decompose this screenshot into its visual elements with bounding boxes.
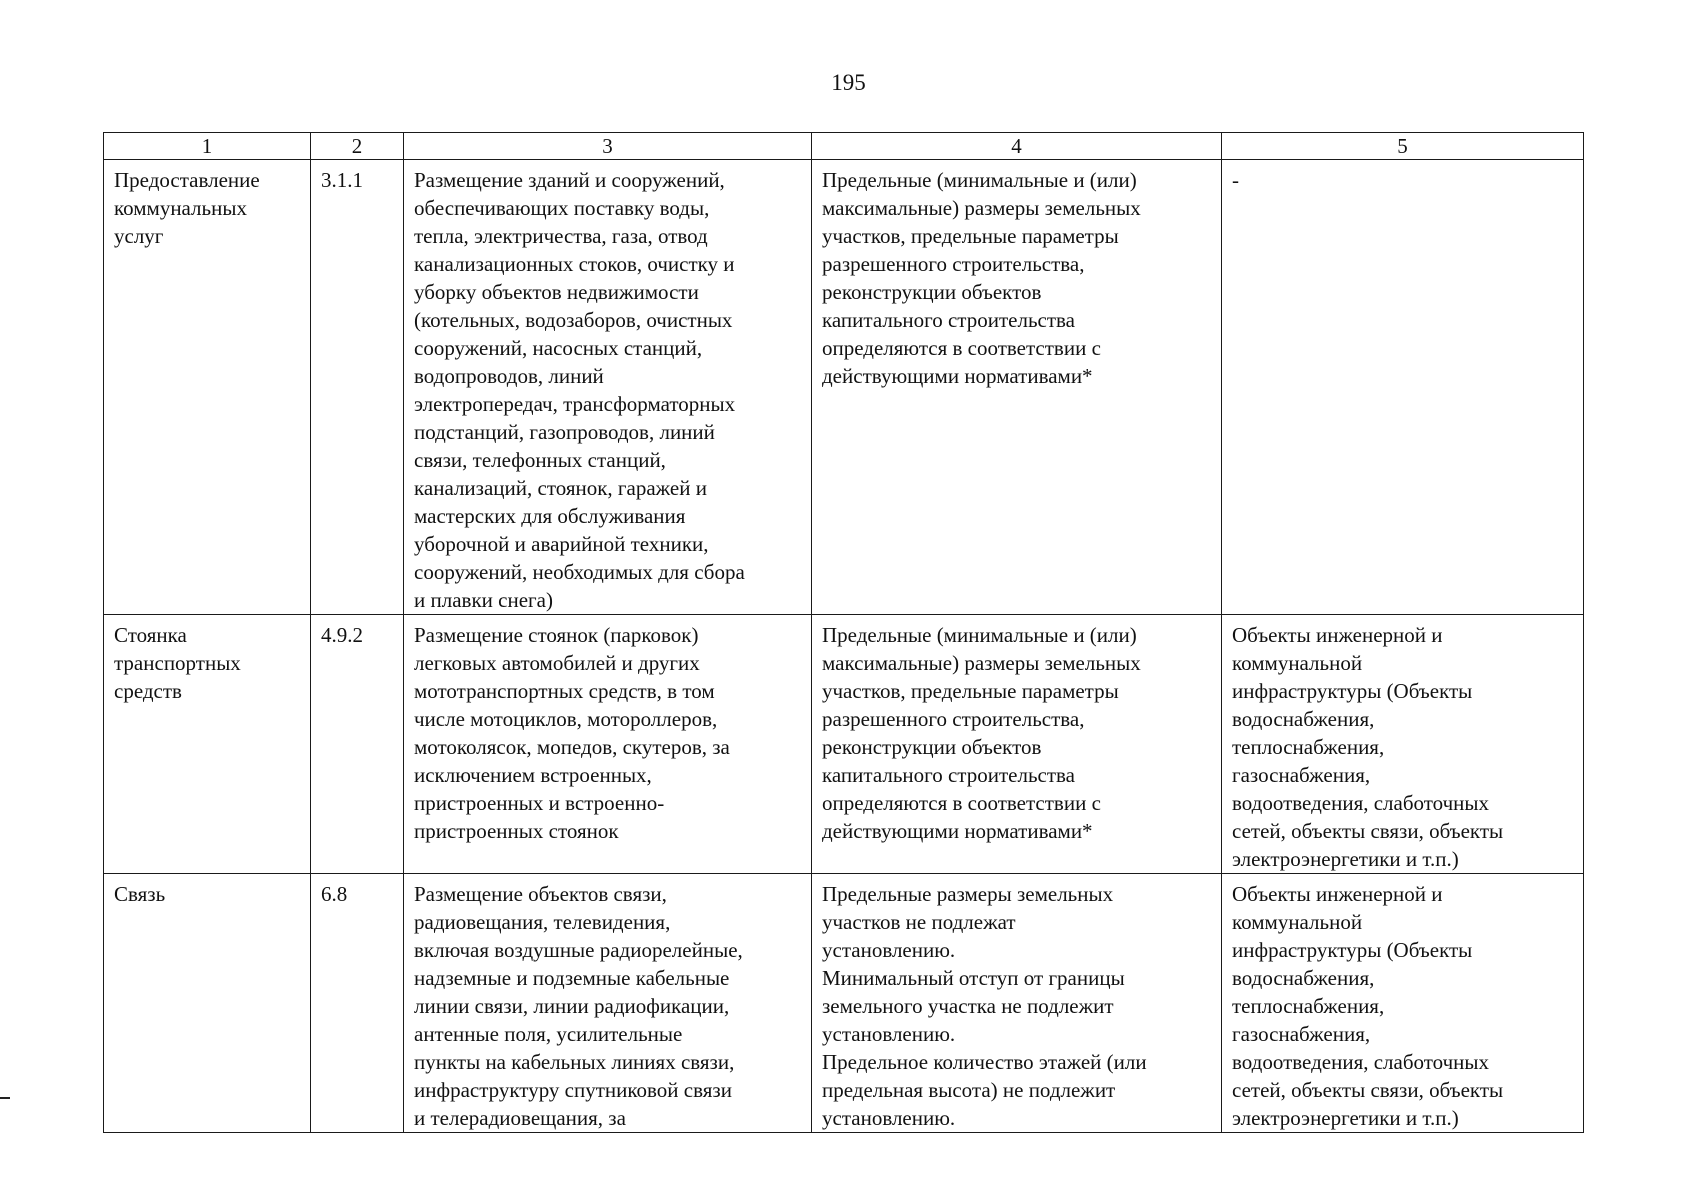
- use-type-code: 3.1.1: [321, 168, 363, 192]
- parameters-cell: [812, 615, 1222, 874]
- parameters-text: Предельные размеры земельных участков не подлежат установлению. Минимальный отступ от границы земельного участка не подлежит установлению. Предельное количество этажей (или предельная высота) не подлежит установлению.: [822, 882, 1147, 1130]
- margin-mark: [0, 1097, 10, 1099]
- use-type-name: Связь: [114, 882, 166, 906]
- parameters-cell: [812, 874, 1222, 1133]
- regulations-table: [103, 132, 1584, 1133]
- use-type-code-cell: [311, 615, 404, 874]
- column-header-3: 3: [404, 133, 812, 160]
- use-type-code: 4.9.2: [321, 623, 363, 647]
- use-type-description-cell: [404, 160, 812, 615]
- parameters-text: Предельные (минимальные и (или) максимальные) размеры земельных участков, предельные параметры разрешенного строительства, реконструкции объектов капитального строительства определяются в соответствии с действующими нормативами*: [822, 168, 1141, 388]
- column-header-1: 1: [104, 133, 311, 160]
- parameters-cell: [812, 160, 1222, 615]
- use-type-name: Предоставление коммунальных услуг: [114, 168, 260, 248]
- restrictions-cell: [1222, 160, 1584, 615]
- use-type-description: Размещение объектов связи, радиовещания, телевидения, включая воздушные радиорелейные, надземные и подземные кабельные линии связи, линии радиофикации, антенные поля, усилительные пункты на кабельных линиях связи, инфраструктуру спутниковой связи и телерадиовещания, за: [414, 882, 743, 1130]
- column-header-4: 4: [812, 133, 1222, 160]
- table-row: [104, 874, 1584, 1133]
- use-type-description-cell: [404, 615, 812, 874]
- column-header-2: 2: [311, 133, 404, 160]
- use-type-code-cell: [311, 160, 404, 615]
- restrictions-cell: [1222, 874, 1584, 1133]
- use-type-description: Размещение стоянок (парковок) легковых автомобилей и других мототранспортных средств, в том числе мотоциклов, мотороллеров, мотоколясок, мопедов, скутеров, за исключением встроенных, пристроенных и встроенно- пристроенных стоянок: [414, 623, 730, 843]
- restrictions-text: Объекты инженерной и коммунальной инфраструктуры (Объекты водоснабжения, теплоснабжения, газоснабжения, водоотведения, слаботочных сетей, объекты связи, объекты электроэнергетики и т.п.): [1232, 882, 1504, 1130]
- use-type-name-cell: [104, 874, 311, 1133]
- use-type-name-cell: [104, 615, 311, 874]
- table-header-row: [104, 133, 1584, 160]
- use-type-code: 6.8: [321, 882, 348, 906]
- use-type-name-cell: [104, 160, 311, 615]
- restrictions-text: -: [1232, 168, 1239, 192]
- table-row: [104, 615, 1584, 874]
- table-row: [104, 160, 1584, 615]
- use-type-description-cell: [404, 874, 812, 1133]
- column-header-5: 5: [1222, 133, 1584, 160]
- restrictions-text: Объекты инженерной и коммунальной инфраструктуры (Объекты водоснабжения, теплоснабжения, газоснабжения, водоотведения, слаботочных сетей, объекты связи, объекты электроэнергетики и т.п.): [1232, 623, 1504, 871]
- page-number: 195: [831, 70, 866, 95]
- parameters-text: Предельные (минимальные и (или) максимальные) размеры земельных участков, предельные параметры разрешенного строительства, реконструкции объектов капитального строительства определяются в соответствии с действующими нормативами*: [822, 623, 1141, 843]
- use-type-name: Стоянка транспортных средств: [114, 623, 241, 703]
- restrictions-cell: [1222, 615, 1584, 874]
- use-type-code-cell: [311, 874, 404, 1133]
- use-type-description: Размещение зданий и сооружений, обеспечивающих поставку воды, тепла, электричества, газа, отвод канализационных стоков, очистку и уборку объектов недвижимости (котельных, водозаборов, очистных сооружений, насосных станций, водопроводов, линий электропередач, трансформаторных подстанций, газопроводов, линий связи, телефонных станций, канализаций, стоянок, гаражей и мастерских для обслуживания уборочной и аварийной техники, сооружений, необходимых для сбора и плавки снега): [414, 168, 745, 612]
